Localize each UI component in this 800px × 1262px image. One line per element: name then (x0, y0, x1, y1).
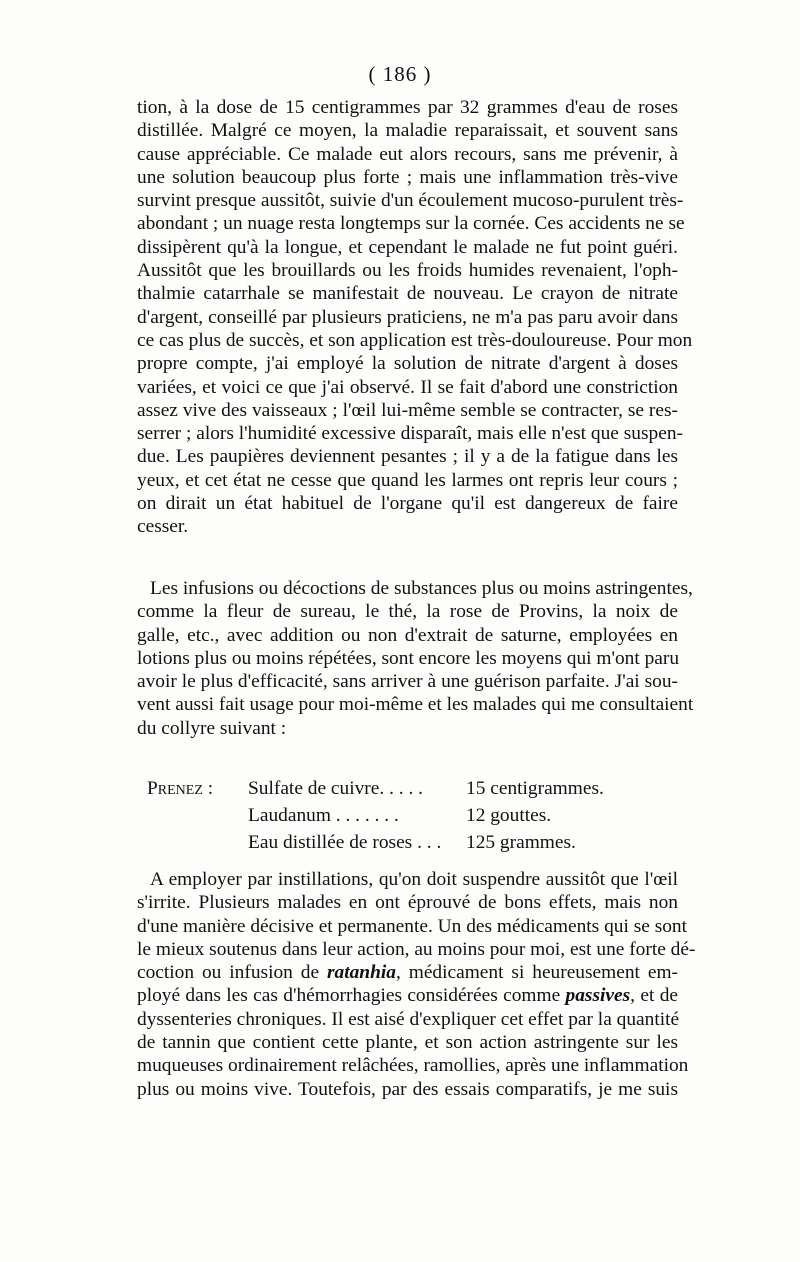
text-line: d'argent, conseillé par plusieurs praticiens, ne m'a pas paru avoir dans (137, 306, 678, 328)
text-line (137, 961, 678, 984)
text-line: cause appréciable. Ce malade eut alors recours, sans me prévenir, à (137, 143, 678, 165)
text-line: une solution beaucoup plus forte ; mais une inflammation très-vive (137, 166, 678, 188)
text-line: du collyre suivant : (137, 717, 287, 739)
text-line: dissipèrent qu'à la longue, et cependant le malade ne fut point guéri. (137, 236, 678, 258)
formula-row (147, 802, 587, 829)
prescription-formula (147, 775, 604, 856)
text-line: variées, et voici ce que j'ai observé. Il se fait d'abord une constriction (137, 376, 678, 398)
paragraph-ratanhia (137, 868, 696, 1101)
text-line: ce cas plus de succès, et son application est très-douloureuse. Pour mon (137, 329, 693, 351)
text-line: galle, etc., avec addition ou non d'extrait de saturne, employées en (137, 624, 678, 646)
text-line: on dirait un état habituel de l'organe qu'il est dangereux de faire (137, 493, 678, 515)
text-line: lotions plus ou moins répétées, sont encore les moyens qui m'ont paru (137, 647, 680, 669)
text-line: A employer par instillations, qu'on doit suspendre aussitôt que l'œil (150, 869, 678, 890)
formula-row (147, 829, 587, 856)
paragraph-infusions (137, 577, 694, 740)
formula-row (147, 775, 604, 802)
emphasis-ratanhia: ratanhia (326, 962, 396, 984)
text-run: , et de (630, 985, 678, 1007)
formula-quantity: 125 grammes. (466, 832, 576, 853)
text-line: thalmie catarrhale se manifestait de nouveau. Le crayon de nitrate (137, 283, 678, 305)
formula-label: Prenez : (147, 778, 214, 799)
text-line: avoir le plus d'efficacité, sans arriver à une guérison parfaite. J'ai sou- (137, 671, 678, 693)
paragraph-continuation (137, 96, 693, 539)
formula-ingredient: Eau distillée de roses . . . (248, 832, 442, 853)
text-line: le mieux soutenus dans leur action, au moins pour moi, est une forte dé- (137, 938, 696, 960)
text-line: plus ou moins vive. Toutefois, par des essais comparatifs, je me suis (137, 1078, 678, 1100)
text-line: Aussitôt que les brouillards ou les froids humides revenaient, l'oph- (137, 260, 678, 282)
page-number: ( 186 ) (368, 62, 432, 86)
text-line: due. Les paupières deviennent pesantes ; il y a de la fatigue dans les (137, 446, 678, 468)
text-run: , médicament si heureusement em- (395, 962, 678, 984)
text-line: s'irrite. Plusieurs malades en ont éprouvé de bons effets, mais non (137, 892, 678, 914)
text-line: dyssenteries chroniques. Il est aisé d'expliquer cet effet par la quantité (137, 1008, 680, 1030)
text-line: muqueuses ordinairement relâchées, ramollies, après une inflammation (137, 1055, 689, 1077)
text-line: vent aussi fait usage pour moi-même et les malades qui me consultaient (137, 694, 694, 716)
emphasis-passives: passives (565, 985, 631, 1007)
text-line: survint presque aussitôt, suivie d'un écoulement mucoso-purulent très- (137, 190, 684, 212)
text-line: cesser. (137, 516, 189, 538)
text-line: propre compte, j'ai employé la solution de nitrate d'argent à doses (137, 353, 678, 375)
formula-quantity: 15 centigrammes. (466, 778, 604, 799)
text-line: comme la fleur de sureau, le thé, la rose de Provins, la noix de (137, 601, 678, 623)
text-line: abondant ; un nuage resta longtemps sur la cornée. Ces accidents ne se (137, 213, 685, 235)
formula-quantity: 12 gouttes. (466, 805, 552, 826)
formula-ingredient: Sulfate de cuivre. . . . . (248, 778, 423, 799)
text-line: Les infusions ou décoctions de substances plus ou moins astringentes, (150, 578, 693, 599)
text-line: distillée. Malgré ce moyen, la maladie reparaissait, et souvent sans (137, 120, 678, 142)
text-line: d'une manière décisive et permanente. Un des médicaments qui se sont (137, 915, 688, 937)
text-line: yeux, et cet état ne cesse que quand les larmes ont repris leur cours ; (137, 469, 678, 491)
text-run: ployé dans les cas d'hémorrhagies considérées comme (137, 985, 566, 1007)
text-run: coction ou infusion de (137, 962, 327, 984)
text-line: tion, à la dose de 15 centigrammes par 32 grammes d'eau de roses (137, 97, 678, 118)
formula-ingredient: Laudanum . . . . . . . (248, 805, 399, 826)
text-line: assez vive des vaisseaux ; l'œil lui-même semble se contracter, se res- (137, 399, 678, 421)
text-line: de tannin que contient cette plante, et son action astringente sur les (137, 1032, 678, 1054)
text-line (137, 984, 678, 1007)
text-line: serrer ; alors l'humidité excessive disparaît, mais elle n'est que suspen- (137, 423, 683, 445)
